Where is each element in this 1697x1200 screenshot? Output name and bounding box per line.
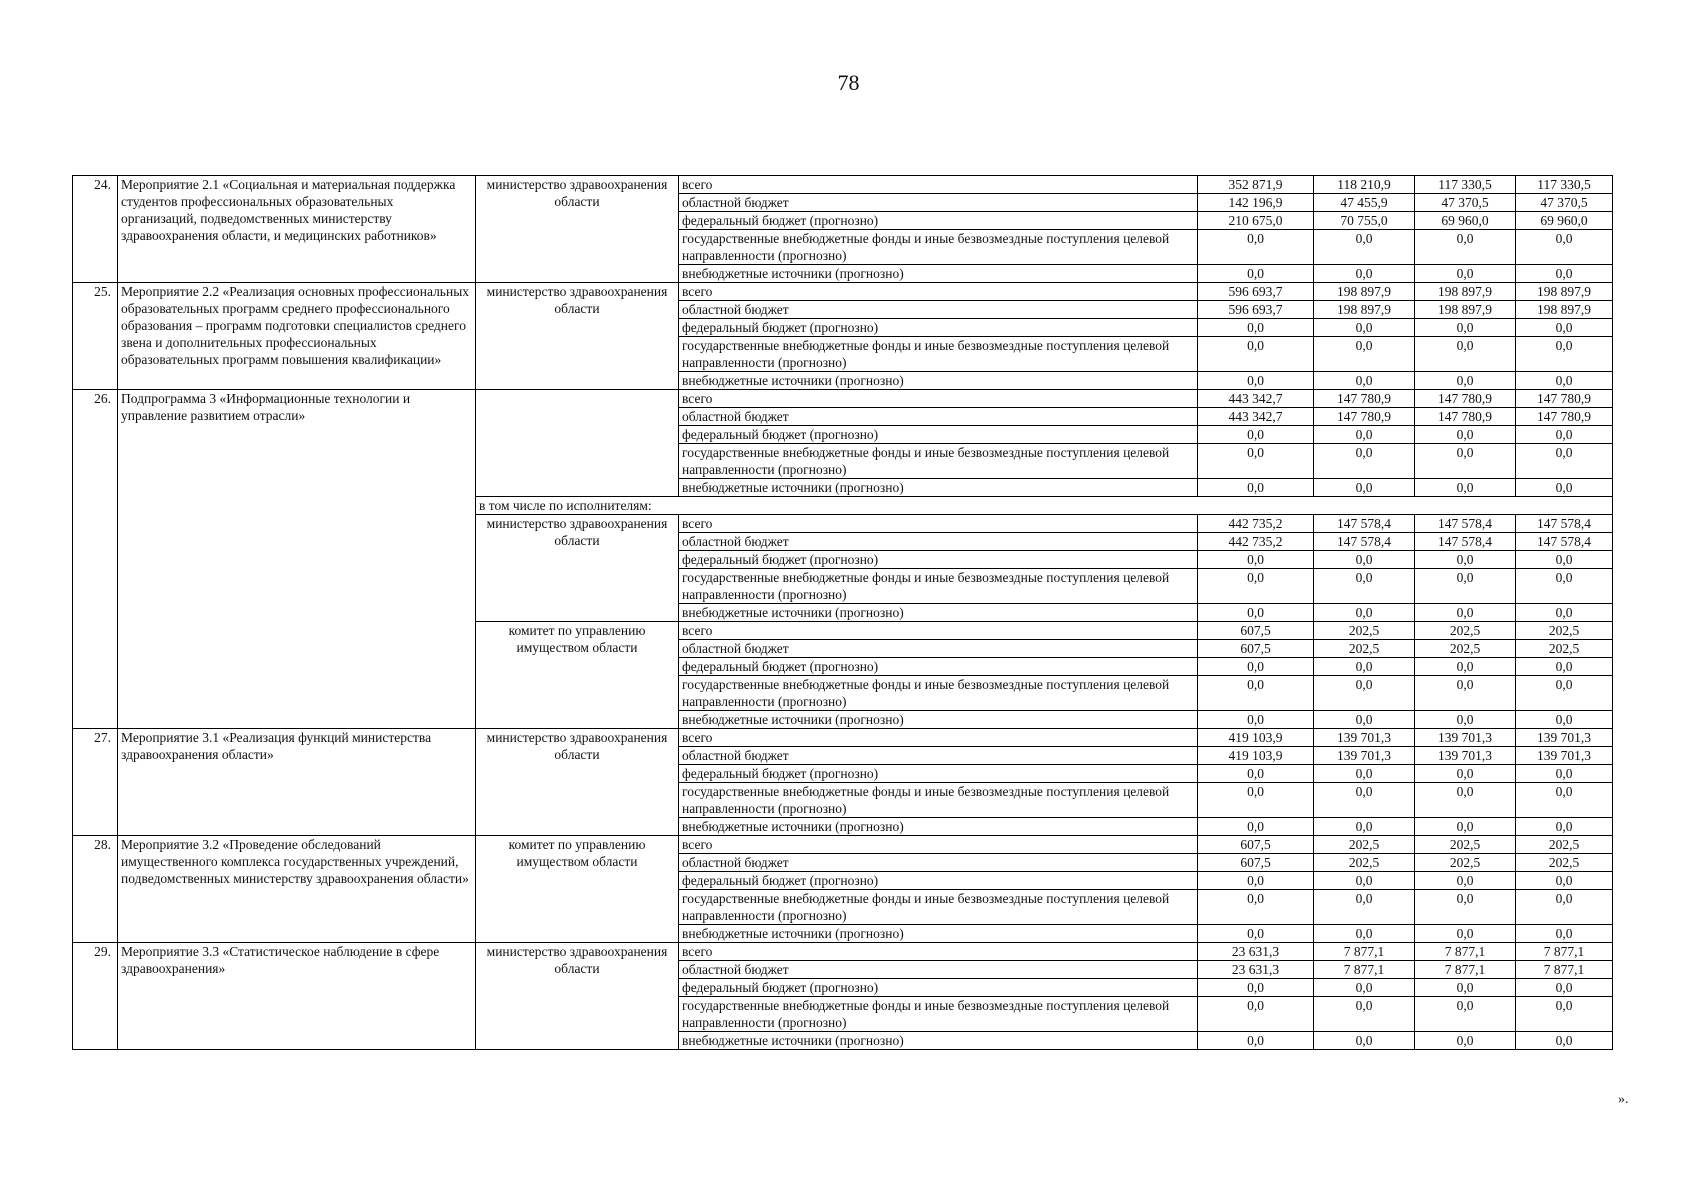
amount-cell: 210 675,0: [1198, 212, 1314, 230]
amount-cell: 0,0: [1415, 265, 1516, 283]
amount-cell: 443 342,7: [1198, 390, 1314, 408]
amount-cell: 0,0: [1314, 818, 1415, 836]
amount-cell: 0,0: [1314, 551, 1415, 569]
amount-cell: 0,0: [1198, 925, 1314, 943]
amount-cell: 0,0: [1516, 230, 1613, 265]
funding-source: всего: [679, 390, 1198, 408]
amount-cell: 0,0: [1198, 337, 1314, 372]
amount-cell: 352 871,9: [1198, 176, 1314, 194]
amount-cell: 0,0: [1516, 890, 1613, 925]
funding-source: областной бюджет: [679, 854, 1198, 872]
executors-note: в том числе по исполнителям:: [476, 497, 1613, 515]
funding-source: федеральный бюджет (прогнозно): [679, 551, 1198, 569]
amount-cell: 0,0: [1314, 569, 1415, 604]
executor: комитет по управлению имуществом области: [476, 622, 679, 729]
amount-cell: 23 631,3: [1198, 943, 1314, 961]
amount-cell: 0,0: [1314, 230, 1415, 265]
amount-cell: 198 897,9: [1516, 283, 1613, 301]
amount-cell: 0,0: [1516, 818, 1613, 836]
amount-cell: 198 897,9: [1314, 301, 1415, 319]
amount-cell: 0,0: [1415, 676, 1516, 711]
amount-cell: 202,5: [1314, 854, 1415, 872]
row-number: 27.: [73, 729, 118, 836]
amount-cell: 7 877,1: [1516, 961, 1613, 979]
amount-cell: 23 631,3: [1198, 961, 1314, 979]
amount-cell: 0,0: [1415, 337, 1516, 372]
amount-cell: 442 735,2: [1198, 533, 1314, 551]
funding-source: областной бюджет: [679, 533, 1198, 551]
amount-cell: 198 897,9: [1415, 283, 1516, 301]
funding-source: государственные внебюджетные фонды и иные безвозмездные поступления целевой направленности (прогнозно): [679, 337, 1198, 372]
row-number: 28.: [73, 836, 118, 943]
amount-cell: 607,5: [1198, 836, 1314, 854]
amount-cell: 0,0: [1516, 551, 1613, 569]
amount-cell: 0,0: [1198, 890, 1314, 925]
amount-cell: 0,0: [1516, 1032, 1613, 1050]
amount-cell: 202,5: [1516, 836, 1613, 854]
funding-source: внебюджетные источники (прогнозно): [679, 1032, 1198, 1050]
funding-source: внебюджетные источники (прогнозно): [679, 372, 1198, 390]
funding-source: всего: [679, 283, 1198, 301]
amount-cell: 0,0: [1415, 569, 1516, 604]
amount-cell: 0,0: [1198, 569, 1314, 604]
amount-cell: 7 877,1: [1314, 961, 1415, 979]
amount-cell: 419 103,9: [1198, 747, 1314, 765]
table-row: [73, 176, 1613, 194]
funding-source: внебюджетные источники (прогнозно): [679, 711, 1198, 729]
amount-cell: 0,0: [1516, 765, 1613, 783]
amount-cell: 0,0: [1198, 444, 1314, 479]
funding-source: государственные внебюджетные фонды и иные безвозмездные поступления целевой направленности (прогнозно): [679, 569, 1198, 604]
row-number: 26.: [73, 390, 118, 729]
funding-source: внебюджетные источники (прогнозно): [679, 265, 1198, 283]
table-row: [73, 729, 1613, 747]
amount-cell: 0,0: [1516, 676, 1613, 711]
amount-cell: 0,0: [1198, 979, 1314, 997]
amount-cell: 139 701,3: [1415, 729, 1516, 747]
measure-name: Мероприятие 3.2 «Проведение обследований имущественного комплекса государственных учреждений, подведомственных министерству здравоохранения области»: [118, 836, 476, 943]
amount-cell: 139 701,3: [1516, 747, 1613, 765]
amount-cell: 0,0: [1314, 783, 1415, 818]
amount-cell: 0,0: [1314, 479, 1415, 497]
table-row: [73, 943, 1613, 961]
measure-name: Подпрограмма 3 «Информационные технологии и управление развитием отрасли»: [118, 390, 476, 729]
amount-cell: 139 701,3: [1415, 747, 1516, 765]
table-row: [73, 836, 1613, 854]
amount-cell: 147 578,4: [1516, 533, 1613, 551]
amount-cell: 0,0: [1415, 444, 1516, 479]
funding-source: федеральный бюджет (прогнозно): [679, 979, 1198, 997]
amount-cell: 0,0: [1198, 372, 1314, 390]
amount-cell: 0,0: [1415, 818, 1516, 836]
amount-cell: 0,0: [1516, 319, 1613, 337]
amount-cell: 70 755,0: [1314, 212, 1415, 230]
executor: министерство здравоохранения области: [476, 283, 679, 390]
amount-cell: 202,5: [1314, 640, 1415, 658]
table-body: [73, 176, 1613, 1050]
amount-cell: 7 877,1: [1516, 943, 1613, 961]
amount-cell: 0,0: [1516, 658, 1613, 676]
amount-cell: 202,5: [1415, 854, 1516, 872]
amount-cell: 147 780,9: [1516, 390, 1613, 408]
amount-cell: 0,0: [1314, 997, 1415, 1032]
amount-cell: 139 701,3: [1314, 747, 1415, 765]
amount-cell: 0,0: [1516, 925, 1613, 943]
funding-source: всего: [679, 622, 1198, 640]
amount-cell: 0,0: [1198, 479, 1314, 497]
amount-cell: 0,0: [1415, 979, 1516, 997]
amount-cell: 147 780,9: [1314, 408, 1415, 426]
amount-cell: 202,5: [1516, 640, 1613, 658]
funding-source: федеральный бюджет (прогнозно): [679, 212, 1198, 230]
amount-cell: 0,0: [1516, 265, 1613, 283]
amount-cell: 0,0: [1314, 765, 1415, 783]
funding-source: государственные внебюджетные фонды и иные безвозмездные поступления целевой направленности (прогнозно): [679, 890, 1198, 925]
amount-cell: 0,0: [1314, 265, 1415, 283]
amount-cell: 607,5: [1198, 640, 1314, 658]
amount-cell: 69 960,0: [1516, 212, 1613, 230]
amount-cell: 0,0: [1516, 604, 1613, 622]
amount-cell: 0,0: [1314, 658, 1415, 676]
amount-cell: 0,0: [1415, 604, 1516, 622]
funding-source: государственные внебюджетные фонды и иные безвозмездные поступления целевой направленности (прогнозно): [679, 997, 1198, 1032]
amount-cell: 0,0: [1198, 426, 1314, 444]
amount-cell: 7 877,1: [1415, 943, 1516, 961]
funding-source: областной бюджет: [679, 194, 1198, 212]
funding-source: внебюджетные источники (прогнозно): [679, 479, 1198, 497]
table-row: [73, 390, 1613, 408]
amount-cell: 0,0: [1516, 979, 1613, 997]
amount-cell: 0,0: [1516, 569, 1613, 604]
row-number: 24.: [73, 176, 118, 283]
amount-cell: 47 370,5: [1516, 194, 1613, 212]
funding-source: федеральный бюджет (прогнозно): [679, 765, 1198, 783]
amount-cell: 607,5: [1198, 854, 1314, 872]
amount-cell: 147 780,9: [1314, 390, 1415, 408]
funding-source: внебюджетные источники (прогнозно): [679, 925, 1198, 943]
funding-source: областной бюджет: [679, 961, 1198, 979]
amount-cell: 139 701,3: [1314, 729, 1415, 747]
amount-cell: 0,0: [1415, 426, 1516, 444]
amount-cell: 0,0: [1198, 872, 1314, 890]
amount-cell: 118 210,9: [1314, 176, 1415, 194]
amount-cell: 0,0: [1516, 426, 1613, 444]
funding-source: внебюджетные источники (прогнозно): [679, 604, 1198, 622]
amount-cell: 198 897,9: [1415, 301, 1516, 319]
amount-cell: 0,0: [1198, 1032, 1314, 1050]
funding-source: государственные внебюджетные фонды и иные безвозмездные поступления целевой направленности (прогнозно): [679, 676, 1198, 711]
amount-cell: 0,0: [1415, 551, 1516, 569]
amount-cell: 0,0: [1415, 372, 1516, 390]
amount-cell: 0,0: [1314, 979, 1415, 997]
funding-source: всего: [679, 729, 1198, 747]
amount-cell: 0,0: [1198, 551, 1314, 569]
amount-cell: 202,5: [1415, 622, 1516, 640]
amount-cell: 147 780,9: [1415, 390, 1516, 408]
row-number: 25.: [73, 283, 118, 390]
amount-cell: 147 578,4: [1314, 515, 1415, 533]
amount-cell: 0,0: [1415, 658, 1516, 676]
amount-cell: 0,0: [1415, 319, 1516, 337]
amount-cell: 0,0: [1198, 319, 1314, 337]
amount-cell: 0,0: [1516, 337, 1613, 372]
amount-cell: 607,5: [1198, 622, 1314, 640]
measure-name: Мероприятие 2.1 «Социальная и материальная поддержка студентов профессиональных образовательных организаций, подведомственных министерству здравоохранения области, и медицинских работников»: [118, 176, 476, 283]
amount-cell: 0,0: [1314, 676, 1415, 711]
amount-cell: 147 780,9: [1415, 408, 1516, 426]
measure-name: Мероприятие 2.2 «Реализация основных профессиональных образовательных программ среднего профессионального образования – программ подготовки специалистов среднего звена и дополнительных профессиональных образовательных программ повышения квалификации»: [118, 283, 476, 390]
amount-cell: 198 897,9: [1314, 283, 1415, 301]
amount-cell: 0,0: [1314, 426, 1415, 444]
amount-cell: 0,0: [1516, 872, 1613, 890]
amount-cell: 0,0: [1415, 872, 1516, 890]
amount-cell: 0,0: [1198, 997, 1314, 1032]
funding-source: всего: [679, 176, 1198, 194]
funding-source: всего: [679, 943, 1198, 961]
amount-cell: 69 960,0: [1415, 212, 1516, 230]
amount-cell: 0,0: [1516, 997, 1613, 1032]
amount-cell: 202,5: [1314, 836, 1415, 854]
amount-cell: 0,0: [1516, 711, 1613, 729]
amount-cell: 0,0: [1415, 890, 1516, 925]
funding-source: государственные внебюджетные фонды и иные безвозмездные поступления целевой направленности (прогнозно): [679, 230, 1198, 265]
amount-cell: 117 330,5: [1415, 176, 1516, 194]
amount-cell: 202,5: [1516, 854, 1613, 872]
amount-cell: 147 578,4: [1516, 515, 1613, 533]
amount-cell: 0,0: [1314, 890, 1415, 925]
amount-cell: 202,5: [1415, 836, 1516, 854]
amount-cell: 47 455,9: [1314, 194, 1415, 212]
amount-cell: 0,0: [1314, 604, 1415, 622]
funding-source: федеральный бюджет (прогнозно): [679, 319, 1198, 337]
amount-cell: 7 877,1: [1415, 961, 1516, 979]
amount-cell: 0,0: [1314, 925, 1415, 943]
measure-name: Мероприятие 3.1 «Реализация функций министерства здравоохранения области»: [118, 729, 476, 836]
amount-cell: 0,0: [1415, 997, 1516, 1032]
amount-cell: 147 578,4: [1415, 515, 1516, 533]
funding-source: областной бюджет: [679, 301, 1198, 319]
amount-cell: 596 693,7: [1198, 283, 1314, 301]
amount-cell: 47 370,5: [1415, 194, 1516, 212]
amount-cell: 0,0: [1415, 711, 1516, 729]
amount-cell: 142 196,9: [1198, 194, 1314, 212]
amount-cell: 0,0: [1314, 711, 1415, 729]
page-number: 78: [837, 70, 860, 95]
amount-cell: 0,0: [1314, 319, 1415, 337]
amount-cell: 117 330,5: [1516, 176, 1613, 194]
funding-source: государственные внебюджетные фонды и иные безвозмездные поступления целевой направленности (прогнозно): [679, 783, 1198, 818]
executor: министерство здравоохранения области: [476, 176, 679, 283]
funding-source: федеральный бюджет (прогнозно): [679, 872, 1198, 890]
amount-cell: 202,5: [1516, 622, 1613, 640]
amount-cell: 419 103,9: [1198, 729, 1314, 747]
row-number: 29.: [73, 943, 118, 1050]
amount-cell: 0,0: [1415, 925, 1516, 943]
amount-cell: 0,0: [1415, 230, 1516, 265]
amount-cell: 0,0: [1516, 479, 1613, 497]
amount-cell: 0,0: [1415, 479, 1516, 497]
amount-cell: 0,0: [1198, 818, 1314, 836]
amount-cell: 0,0: [1516, 444, 1613, 479]
funding-source: федеральный бюджет (прогнозно): [679, 658, 1198, 676]
amount-cell: 0,0: [1314, 444, 1415, 479]
funding-source: областной бюджет: [679, 747, 1198, 765]
funding-source: внебюджетные источники (прогнозно): [679, 818, 1198, 836]
amount-cell: 147 780,9: [1516, 408, 1613, 426]
amount-cell: 202,5: [1314, 622, 1415, 640]
amount-cell: 147 578,4: [1314, 533, 1415, 551]
measure-name: Мероприятие 3.3 «Статистическое наблюдение в сфере здравоохранения»: [118, 943, 476, 1050]
table-row: [73, 283, 1613, 301]
executor: [476, 390, 679, 497]
amount-cell: 202,5: [1415, 640, 1516, 658]
amount-cell: 442 735,2: [1198, 515, 1314, 533]
funding-source: всего: [679, 515, 1198, 533]
amount-cell: 7 877,1: [1314, 943, 1415, 961]
amount-cell: 0,0: [1314, 372, 1415, 390]
funding-source: федеральный бюджет (прогнозно): [679, 426, 1198, 444]
amount-cell: 0,0: [1198, 604, 1314, 622]
closing-mark: ».: [1618, 1092, 1629, 1107]
amount-cell: 0,0: [1314, 872, 1415, 890]
amount-cell: 147 578,4: [1415, 533, 1516, 551]
amount-cell: 0,0: [1516, 372, 1613, 390]
amount-cell: 0,0: [1415, 765, 1516, 783]
amount-cell: 0,0: [1314, 337, 1415, 372]
amount-cell: 0,0: [1516, 783, 1613, 818]
funding-source: областной бюджет: [679, 408, 1198, 426]
amount-cell: 443 342,7: [1198, 408, 1314, 426]
executor: комитет по управлению имуществом области: [476, 836, 679, 943]
executor: министерство здравоохранения области: [476, 515, 679, 622]
funding-source: областной бюджет: [679, 640, 1198, 658]
amount-cell: 0,0: [1314, 1032, 1415, 1050]
amount-cell: 0,0: [1198, 783, 1314, 818]
amount-cell: 596 693,7: [1198, 301, 1314, 319]
amount-cell: 198 897,9: [1516, 301, 1613, 319]
budget-table: [72, 175, 1613, 1050]
amount-cell: 0,0: [1198, 265, 1314, 283]
amount-cell: 139 701,3: [1516, 729, 1613, 747]
funding-source: государственные внебюджетные фонды и иные безвозмездные поступления целевой направленности (прогнозно): [679, 444, 1198, 479]
amount-cell: 0,0: [1198, 765, 1314, 783]
amount-cell: 0,0: [1198, 676, 1314, 711]
amount-cell: 0,0: [1198, 711, 1314, 729]
amount-cell: 0,0: [1198, 658, 1314, 676]
funding-source: всего: [679, 836, 1198, 854]
amount-cell: 0,0: [1198, 230, 1314, 265]
amount-cell: 0,0: [1415, 1032, 1516, 1050]
executor: министерство здравоохранения области: [476, 729, 679, 836]
amount-cell: 0,0: [1415, 783, 1516, 818]
executor: министерство здравоохранения области: [476, 943, 679, 1050]
